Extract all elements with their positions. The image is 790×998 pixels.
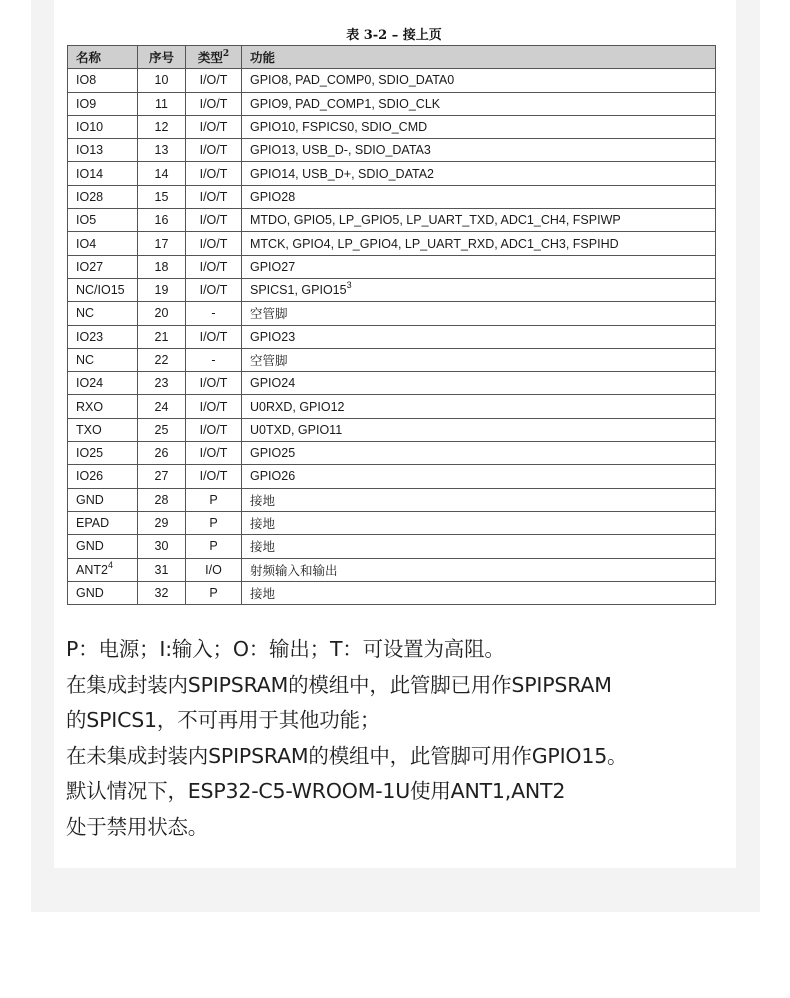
table-row (68, 558, 716, 581)
note-line: 默认情况下，ESP32-C5-WROOM-1U使用ANT1,ANT2 (66, 779, 566, 803)
pin-function-cell: GPIO14, USB_D+, SDIO_DATA2 (242, 162, 716, 185)
pin-type-cell: P (186, 488, 242, 511)
pin-function-cell: 空管脚 (242, 302, 716, 325)
table-row (68, 302, 716, 325)
table-row (68, 325, 716, 348)
pin-number-cell: 12 (138, 115, 186, 138)
pin-number-cell: 28 (138, 488, 186, 511)
pin-name-cell: IO28 (68, 185, 138, 208)
pin-name-cell: IO26 (68, 465, 138, 488)
table-row (68, 418, 716, 441)
pin-name-cell: IO24 (68, 372, 138, 395)
pin-number-cell: 18 (138, 255, 186, 278)
table-row (68, 185, 716, 208)
pin-number-cell: 19 (138, 278, 186, 301)
pin-name-cell: GND (68, 581, 138, 604)
header-type: 类型$^2$ (186, 46, 242, 69)
pin-name-cell: EPAD (68, 511, 138, 534)
pin-name-cell: IO14 (68, 162, 138, 185)
pin-name-cell: IO4 (68, 232, 138, 255)
pin-function-cell: MTCK, GPIO4, LP_GPIO4, LP_UART_RXD, ADC1_CH3, FSPIHD (242, 232, 716, 255)
pin-function-cell: MTDO, GPIO5, LP_GPIO5, LP_UART_TXD, ADC1_CH4, FSPIWP (242, 209, 716, 232)
pin-name-cell: TXO (68, 418, 138, 441)
pin-type-cell: I/O/T (186, 372, 242, 395)
pin-number-cell: 27 (138, 465, 186, 488)
pin-number-cell: 30 (138, 535, 186, 558)
pin-number-cell: 10 (138, 69, 186, 92)
pin-function-cell: GPIO8, PAD_COMP0, SDIO_DATA0 (242, 69, 716, 92)
pin-number-cell: 13 (138, 139, 186, 162)
pin-function-cell: U0RXD, GPIO12 (242, 395, 716, 418)
pin-type-cell: I/O (186, 558, 242, 581)
pin-type-cell: I/O/T (186, 395, 242, 418)
table-header-row (68, 46, 716, 69)
pin-function-cell: U0TXD, GPIO11 (242, 418, 716, 441)
pin-number-cell: 15 (138, 185, 186, 208)
footnotes (66, 632, 736, 845)
table-row (68, 232, 716, 255)
pin-name-cell: NC/IO15 (68, 278, 138, 301)
pin-function-cell: 接地 (242, 581, 716, 604)
pin-type-cell: I/O/T (186, 162, 242, 185)
table-row (68, 69, 716, 92)
pin-function-cell: GPIO25 (242, 442, 716, 465)
pin-name-cell: NC (68, 302, 138, 325)
table-row (68, 535, 716, 558)
table-row (68, 139, 716, 162)
pin-name-cell: GND (68, 535, 138, 558)
pin-name-cell: IO8 (68, 69, 138, 92)
pin-type-cell: I/O/T (186, 325, 242, 348)
pin-type-cell: I/O/T (186, 209, 242, 232)
pin-function-cell: GPIO28 (242, 185, 716, 208)
pin-function-cell: GPIO24 (242, 372, 716, 395)
footnote-marker: 3 (346, 280, 352, 291)
pin-type-cell: I/O/T (186, 278, 242, 301)
footnote-marker: 4 (107, 559, 113, 570)
pin-name-cell: IO23 (68, 325, 138, 348)
pin-type-cell: P (186, 581, 242, 604)
pin-number-cell: 32 (138, 581, 186, 604)
pin-number-cell: 17 (138, 232, 186, 255)
pin-name-cell: IO9 (68, 92, 138, 115)
pin-function-cell: 射频输入和输出 (242, 558, 716, 581)
table-row (68, 511, 716, 534)
pin-name-cell: IO5 (68, 209, 138, 232)
pin-function-cell: GPIO10, FSPICS0, SDIO_CMD (242, 115, 716, 138)
pin-type-cell: I/O/T (186, 92, 242, 115)
pin-function-cell: SPICS1, $GPIO15^3$ (242, 278, 716, 301)
pin-type-cell: I/O/T (186, 465, 242, 488)
table-caption: 表 3-2 – 接上页 (346, 28, 442, 43)
table-row (68, 92, 716, 115)
pin-number-cell: 24 (138, 395, 186, 418)
pin-type-cell: I/O/T (186, 232, 242, 255)
pin-type-cell: P (186, 535, 242, 558)
table-row (68, 488, 716, 511)
pin-name-cell: IO10 (68, 115, 138, 138)
pin-type-cell: P (186, 511, 242, 534)
pin-name-cell: NC (68, 348, 138, 371)
pin-number-cell: 26 (138, 442, 186, 465)
note-line: P：电源；I:输入；O：输出；T：可设置为高阻。 (66, 637, 505, 661)
pin-number-cell: 25 (138, 418, 186, 441)
pin-number-cell: 20 (138, 302, 186, 325)
table-row (68, 442, 716, 465)
pin-type-cell: I/O/T (186, 185, 242, 208)
table-row (68, 372, 716, 395)
table-row (68, 255, 716, 278)
pin-type-cell: I/O/T (186, 69, 242, 92)
header-number: 序号 (138, 46, 186, 69)
pin-type-cell: I/O/T (186, 139, 242, 162)
pin-number-cell: 14 (138, 162, 186, 185)
pin-function-cell: GPIO23 (242, 325, 716, 348)
header-name: 名称 (68, 46, 138, 69)
pin-type-cell: I/O/T (186, 255, 242, 278)
table-row (68, 465, 716, 488)
table-row (68, 581, 716, 604)
table-row (68, 209, 716, 232)
pin-function-cell: 空管脚 (242, 348, 716, 371)
header-function: 功能 (242, 46, 716, 69)
pin-name-cell: RXO (68, 395, 138, 418)
pin-name-cell: IO13 (68, 139, 138, 162)
table-row (68, 348, 716, 371)
pin-number-cell: 29 (138, 511, 186, 534)
pin-number-cell: 11 (138, 92, 186, 115)
table-body (68, 69, 716, 605)
pin-function-cell: GPIO9, PAD_COMP1, SDIO_CLK (242, 92, 716, 115)
pin-type-cell: I/O/T (186, 418, 242, 441)
pin-number-cell: 16 (138, 209, 186, 232)
pin-function-cell: GPIO26 (242, 465, 716, 488)
pin-number-cell: 21 (138, 325, 186, 348)
header-type-footnote: 2 (222, 49, 230, 60)
table-row (68, 115, 716, 138)
pin-number-cell: 23 (138, 372, 186, 395)
table-row (68, 395, 716, 418)
pin-name-cell: GND (68, 488, 138, 511)
pin-function-cell: 接地 (242, 488, 716, 511)
note-line: 处于禁用状态。 (66, 814, 209, 839)
pin-number-cell: 31 (138, 558, 186, 581)
note-line: 的SPICS1，不可再用于其他功能； (66, 708, 381, 732)
pin-function-cell: 接地 (242, 535, 716, 558)
pin-function-cell: GPIO13, USB_D-, SDIO_DATA3 (242, 139, 716, 162)
pin-type-cell: I/O/T (186, 442, 242, 465)
pin-number-cell: 22 (138, 348, 186, 371)
pin-name-cell: IO25 (68, 442, 138, 465)
pin-type-cell: - (186, 348, 242, 371)
note-line: 在集成封装内SPIPSRAM的模组中，此管脚已用作SPIPSRAM (66, 672, 612, 697)
pin-type-cell: - (186, 302, 242, 325)
pin-type-cell: I/O/T (186, 115, 242, 138)
pin-name-cell: $ANT2^4$ (68, 558, 138, 581)
pin-name-cell: IO27 (68, 255, 138, 278)
note-line: 在未集成封装内SPIPSRAM的模组中，此管脚可用作GPIO15。 (66, 743, 628, 768)
pin-function-cell: GPIO27 (242, 255, 716, 278)
pin-definition-table (67, 45, 716, 605)
pin-function-cell: 接地 (242, 511, 716, 534)
table-row (68, 278, 716, 301)
table-row (68, 162, 716, 185)
